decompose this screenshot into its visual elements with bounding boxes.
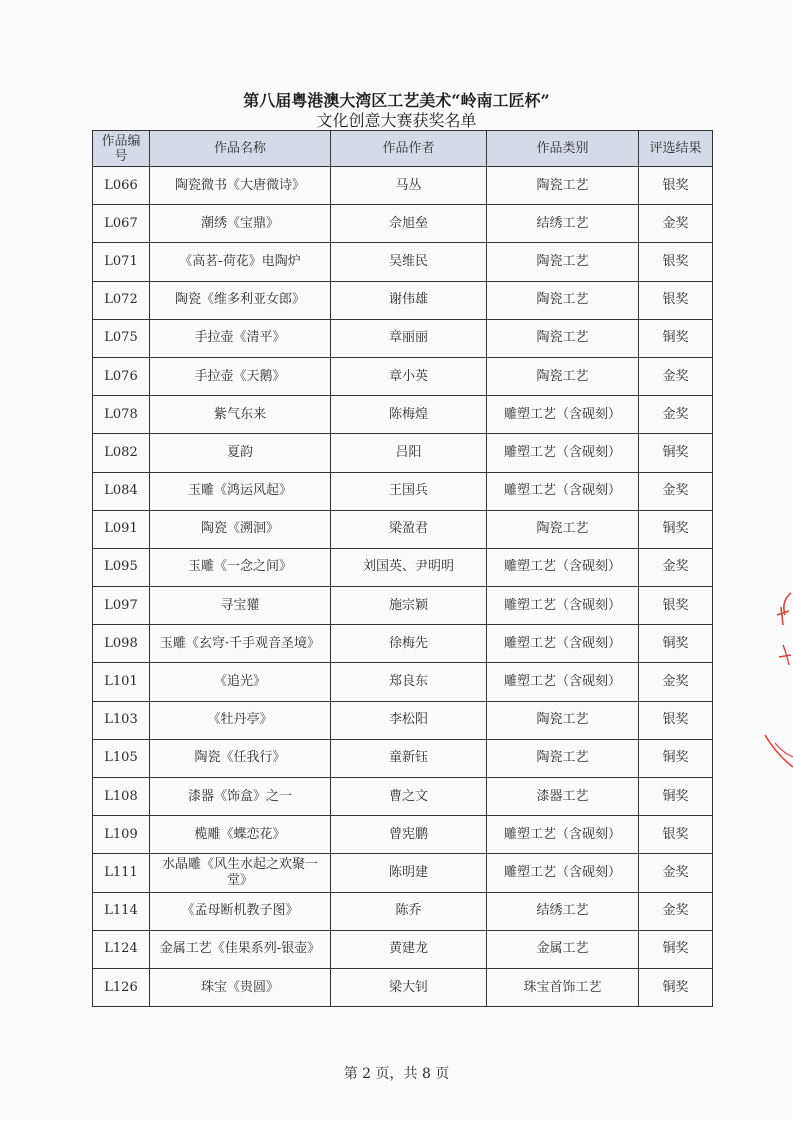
awards-table <box>92 130 713 1007</box>
cell-work-name: 漆器《饰盒》之一 <box>150 778 331 816</box>
cell-work-category: 雕塑工艺（含砚刻） <box>487 625 639 663</box>
cell-work-author: 曾宪鹏 <box>331 816 487 854</box>
cell-work-id: L111 <box>93 854 150 892</box>
header-result: 评选结果 <box>639 131 713 167</box>
table-row <box>93 587 713 625</box>
cell-work-name: 紫气东来 <box>150 396 331 434</box>
cell-work-name: 夏韵 <box>150 434 331 472</box>
table-row <box>93 854 713 892</box>
table-row <box>93 968 713 1006</box>
cell-work-category: 陶瓷工艺 <box>487 281 639 319</box>
cell-work-author: 梁盈君 <box>331 510 487 548</box>
cell-work-author: 梁大钊 <box>331 968 487 1006</box>
cell-work-category: 雕塑工艺（含砚刻） <box>487 472 639 510</box>
cell-work-name: 寻宝獾 <box>150 587 331 625</box>
cell-work-author: 黄建龙 <box>331 930 487 968</box>
cell-work-id: L071 <box>93 243 150 281</box>
cell-result: 金奖 <box>639 396 713 434</box>
cell-work-name: 玉雕《一念之间》 <box>150 548 331 586</box>
cell-result: 铜奖 <box>639 319 713 357</box>
cell-result: 金奖 <box>639 892 713 930</box>
cell-work-name: 金属工艺《佳果系列-银壶》 <box>150 930 331 968</box>
table-row <box>93 396 713 434</box>
cell-result: 铜奖 <box>639 968 713 1006</box>
cell-work-id: L072 <box>93 281 150 319</box>
cell-result: 银奖 <box>639 167 713 205</box>
cell-work-category: 金属工艺 <box>487 930 639 968</box>
header-work-author: 作品作者 <box>331 131 487 167</box>
cell-work-author: 徐梅先 <box>331 625 487 663</box>
cell-work-id: L109 <box>93 816 150 854</box>
cell-work-category: 雕塑工艺（含砚刻） <box>487 663 639 701</box>
cell-work-author: 郑良东 <box>331 663 487 701</box>
cell-result: 铜奖 <box>639 930 713 968</box>
table-row <box>93 434 713 472</box>
cell-work-category: 陶瓷工艺 <box>487 319 639 357</box>
table-row <box>93 510 713 548</box>
table-row <box>93 930 713 968</box>
page-number: 第 2 页，共 8 页 <box>343 1066 450 1082</box>
cell-work-name: 玉雕《鸿运风起》 <box>150 472 331 510</box>
cell-result: 金奖 <box>639 854 713 892</box>
cell-work-author: 章丽丽 <box>331 319 487 357</box>
header-work-id: 作品编号 <box>93 131 150 167</box>
cell-work-category: 陶瓷工艺 <box>487 701 639 739</box>
cell-work-category: 陶瓷工艺 <box>487 739 639 777</box>
table-row <box>93 548 713 586</box>
cell-result: 铜奖 <box>639 778 713 816</box>
cell-work-category: 珠宝首饰工艺 <box>487 968 639 1006</box>
cell-result: 银奖 <box>639 587 713 625</box>
cell-work-author: 刘国英、尹明明 <box>331 548 487 586</box>
table-row <box>93 816 713 854</box>
cell-work-name: 《孟母断机教子图》 <box>150 892 331 930</box>
header-work-category: 作品类别 <box>487 131 639 167</box>
cell-work-category: 结绣工艺 <box>487 892 639 930</box>
cell-work-author: 马丛 <box>331 167 487 205</box>
cell-result: 铜奖 <box>639 510 713 548</box>
cell-work-name: 《追光》 <box>150 663 331 701</box>
cell-work-category: 雕塑工艺（含砚刻） <box>487 816 639 854</box>
cell-work-category: 漆器工艺 <box>487 778 639 816</box>
table-row <box>93 472 713 510</box>
table-row <box>93 281 713 319</box>
table-row <box>93 625 713 663</box>
cell-work-id: L091 <box>93 510 150 548</box>
cell-work-name: 玉雕《玄穹·千手观音圣境》 <box>150 625 331 663</box>
cell-work-name: 陶瓷微书《大唐微诗》 <box>150 167 331 205</box>
table-row <box>93 701 713 739</box>
cell-work-id: L078 <box>93 396 150 434</box>
cell-work-name: 珠宝《贵圆》 <box>150 968 331 1006</box>
cell-work-author: 陈乔 <box>331 892 487 930</box>
cell-work-name: 榄雕《蝶恋花》 <box>150 816 331 854</box>
cell-result: 银奖 <box>639 816 713 854</box>
cell-work-category: 陶瓷工艺 <box>487 167 639 205</box>
table-row <box>93 778 713 816</box>
cell-work-id: L095 <box>93 548 150 586</box>
cell-work-name: 《牡丹亭》 <box>150 701 331 739</box>
cell-work-id: L082 <box>93 434 150 472</box>
cell-result: 铜奖 <box>639 625 713 663</box>
cell-work-category: 陶瓷工艺 <box>487 243 639 281</box>
cell-work-author: 施宗颖 <box>331 587 487 625</box>
cell-work-category: 结绣工艺 <box>487 205 639 243</box>
cell-work-category: 雕塑工艺（含砚刻） <box>487 434 639 472</box>
cell-result: 银奖 <box>639 243 713 281</box>
cell-work-id: L101 <box>93 663 150 701</box>
cell-work-author: 李松阳 <box>331 701 487 739</box>
cell-work-name: 手拉壶《清平》 <box>150 319 331 357</box>
cell-work-id: L076 <box>93 357 150 395</box>
cell-work-author: 曹之文 <box>331 778 487 816</box>
cell-work-author: 王国兵 <box>331 472 487 510</box>
cell-result: 银奖 <box>639 701 713 739</box>
cell-work-author: 谢伟雄 <box>331 281 487 319</box>
table-header <box>93 131 713 167</box>
table-row <box>93 663 713 701</box>
cell-work-author: 陈明建 <box>331 854 487 892</box>
table-row <box>93 892 713 930</box>
cell-work-name: 陶瓷《任我行》 <box>150 739 331 777</box>
cell-work-author: 童新钰 <box>331 739 487 777</box>
cell-work-name: 《高茗-荷花》电陶炉 <box>150 243 331 281</box>
cell-result: 金奖 <box>639 663 713 701</box>
cell-work-id: L075 <box>93 319 150 357</box>
cell-work-category: 雕塑工艺（含砚刻） <box>487 548 639 586</box>
document-subtitle: 文化创意大赛获奖名单 <box>316 111 477 130</box>
table-row <box>93 319 713 357</box>
cell-work-category: 陶瓷工艺 <box>487 510 639 548</box>
cell-work-id: L066 <box>93 167 150 205</box>
cell-work-category: 雕塑工艺（含砚刻） <box>487 587 639 625</box>
table-row <box>93 739 713 777</box>
red-seal-stamp-icon <box>763 585 793 770</box>
cell-work-name: 陶瓷《溯洄》 <box>150 510 331 548</box>
cell-work-name: 水晶雕《风生水起之欢聚一堂》 <box>150 854 331 892</box>
document-title: 第八届粤港澳大湾区工艺美术“岭南工匠杯” <box>243 91 550 110</box>
cell-work-id: L103 <box>93 701 150 739</box>
cell-work-category: 雕塑工艺（含砚刻） <box>487 854 639 892</box>
cell-work-id: L126 <box>93 968 150 1006</box>
cell-work-name: 手拉壶《天鹅》 <box>150 357 331 395</box>
cell-result: 铜奖 <box>639 739 713 777</box>
cell-work-id: L108 <box>93 778 150 816</box>
cell-work-id: L124 <box>93 930 150 968</box>
cell-result: 金奖 <box>639 548 713 586</box>
table-row <box>93 243 713 281</box>
table-row <box>93 357 713 395</box>
cell-work-id: L098 <box>93 625 150 663</box>
cell-result: 金奖 <box>639 357 713 395</box>
cell-result: 银奖 <box>639 281 713 319</box>
cell-work-name: 陶瓷《维多利亚女郎》 <box>150 281 331 319</box>
cell-work-author: 吕阳 <box>331 434 487 472</box>
cell-work-id: L105 <box>93 739 150 777</box>
cell-work-id: L084 <box>93 472 150 510</box>
table-row <box>93 205 713 243</box>
cell-result: 金奖 <box>639 205 713 243</box>
cell-work-id: L067 <box>93 205 150 243</box>
header-work-name: 作品名称 <box>150 131 331 167</box>
cell-result: 铜奖 <box>639 434 713 472</box>
cell-work-author: 陈梅煌 <box>331 396 487 434</box>
cell-result: 金奖 <box>639 472 713 510</box>
cell-work-author: 佘旭垒 <box>331 205 487 243</box>
cell-work-author: 章小英 <box>331 357 487 395</box>
table-header-row <box>93 131 713 167</box>
cell-work-category: 雕塑工艺（含砚刻） <box>487 396 639 434</box>
cell-work-id: L097 <box>93 587 150 625</box>
cell-work-id: L114 <box>93 892 150 930</box>
table-body <box>93 167 713 1007</box>
cell-work-name: 潮绣《宝鼎》 <box>150 205 331 243</box>
cell-work-category: 陶瓷工艺 <box>487 357 639 395</box>
table-row <box>93 167 713 205</box>
cell-work-author: 吴维民 <box>331 243 487 281</box>
